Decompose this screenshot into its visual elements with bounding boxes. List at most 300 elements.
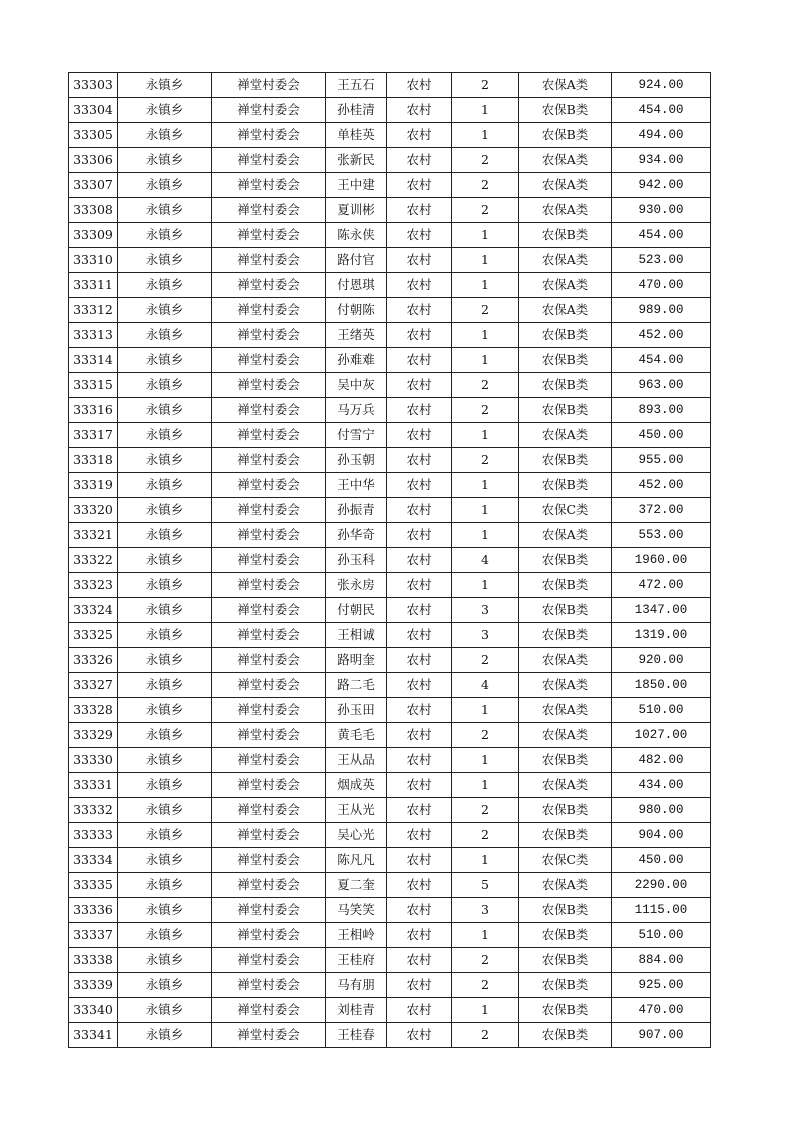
household-count-cell: 2 (452, 648, 519, 673)
name-cell: 王相诚 (326, 623, 387, 648)
village-cell: 禅堂村委会 (212, 148, 326, 173)
amount-cell: 434.00 (612, 773, 711, 798)
row-id-cell: 33337 (69, 923, 118, 948)
household-count-cell: 2 (452, 723, 519, 748)
table-body (69, 73, 711, 1048)
village-cell: 禅堂村委会 (212, 698, 326, 723)
household-count-cell: 2 (452, 73, 519, 98)
household-count-cell: 1 (452, 248, 519, 273)
category-cell: 农保A类 (519, 773, 612, 798)
row-id-cell: 33304 (69, 98, 118, 123)
area-cell: 农村 (387, 198, 452, 223)
household-count-cell: 1 (452, 498, 519, 523)
name-cell: 马有朋 (326, 973, 387, 998)
household-count-cell: 3 (452, 598, 519, 623)
row-id-cell: 33327 (69, 673, 118, 698)
village-cell: 禅堂村委会 (212, 423, 326, 448)
village-cell: 禅堂村委会 (212, 298, 326, 323)
table-row (69, 223, 711, 248)
name-cell: 孙玉田 (326, 698, 387, 723)
table-row (69, 498, 711, 523)
name-cell: 付朝民 (326, 598, 387, 623)
table-row (69, 523, 711, 548)
household-count-cell: 2 (452, 1023, 519, 1048)
row-id-cell: 33305 (69, 123, 118, 148)
township-cell: 永镇乡 (118, 548, 212, 573)
household-count-cell: 2 (452, 948, 519, 973)
category-cell: 农保C类 (519, 498, 612, 523)
household-count-cell: 1 (452, 573, 519, 598)
township-cell: 永镇乡 (118, 923, 212, 948)
village-cell: 禅堂村委会 (212, 948, 326, 973)
village-cell: 禅堂村委会 (212, 998, 326, 1023)
name-cell: 马万兵 (326, 398, 387, 423)
village-cell: 禅堂村委会 (212, 523, 326, 548)
amount-cell: 470.00 (612, 998, 711, 1023)
name-cell: 王中华 (326, 473, 387, 498)
name-cell: 路二毛 (326, 673, 387, 698)
row-id-cell: 33312 (69, 298, 118, 323)
amount-cell: 904.00 (612, 823, 711, 848)
table-row (69, 148, 711, 173)
amount-cell: 2290.00 (612, 873, 711, 898)
category-cell: 农保B类 (519, 998, 612, 1023)
area-cell: 农村 (387, 723, 452, 748)
row-id-cell: 33325 (69, 623, 118, 648)
village-cell: 禅堂村委会 (212, 323, 326, 348)
table-row (69, 373, 711, 398)
village-cell: 禅堂村委会 (212, 173, 326, 198)
table-row (69, 873, 711, 898)
area-cell: 农村 (387, 348, 452, 373)
township-cell: 永镇乡 (118, 523, 212, 548)
name-cell: 马笑笑 (326, 898, 387, 923)
row-id-cell: 33334 (69, 848, 118, 873)
village-cell: 禅堂村委会 (212, 723, 326, 748)
table-row (69, 698, 711, 723)
category-cell: 农保B类 (519, 348, 612, 373)
category-cell: 农保B类 (519, 98, 612, 123)
amount-cell: 920.00 (612, 648, 711, 673)
table-row (69, 748, 711, 773)
amount-cell: 963.00 (612, 373, 711, 398)
category-cell: 农保A类 (519, 198, 612, 223)
name-cell: 孙玉科 (326, 548, 387, 573)
township-cell: 永镇乡 (118, 998, 212, 1023)
township-cell: 永镇乡 (118, 823, 212, 848)
name-cell: 付恩琪 (326, 273, 387, 298)
village-cell: 禅堂村委会 (212, 748, 326, 773)
amount-cell: 454.00 (612, 223, 711, 248)
name-cell: 付雪宁 (326, 423, 387, 448)
township-cell: 永镇乡 (118, 373, 212, 398)
village-cell: 禅堂村委会 (212, 73, 326, 98)
household-count-cell: 2 (452, 298, 519, 323)
category-cell: 农保A类 (519, 273, 612, 298)
name-cell: 王绪英 (326, 323, 387, 348)
name-cell: 路付官 (326, 248, 387, 273)
category-cell: 农保B类 (519, 623, 612, 648)
household-count-cell: 2 (452, 398, 519, 423)
name-cell: 孙桂清 (326, 98, 387, 123)
table-row (69, 273, 711, 298)
area-cell: 农村 (387, 798, 452, 823)
name-cell: 王从品 (326, 748, 387, 773)
amount-cell: 934.00 (612, 148, 711, 173)
amount-cell: 494.00 (612, 123, 711, 148)
name-cell: 付朝陈 (326, 298, 387, 323)
category-cell: 农保A类 (519, 173, 612, 198)
amount-cell: 1115.00 (612, 898, 711, 923)
area-cell: 农村 (387, 373, 452, 398)
township-cell: 永镇乡 (118, 148, 212, 173)
township-cell: 永镇乡 (118, 498, 212, 523)
township-cell: 永镇乡 (118, 898, 212, 923)
name-cell: 吴中灰 (326, 373, 387, 398)
category-cell: 农保B类 (519, 398, 612, 423)
category-cell: 农保A类 (519, 73, 612, 98)
table-row (69, 73, 711, 98)
township-cell: 永镇乡 (118, 323, 212, 348)
amount-cell: 452.00 (612, 323, 711, 348)
row-id-cell: 33330 (69, 748, 118, 773)
name-cell: 张新民 (326, 148, 387, 173)
category-cell: 农保B类 (519, 323, 612, 348)
name-cell: 陈永侠 (326, 223, 387, 248)
table-row (69, 623, 711, 648)
area-cell: 农村 (387, 573, 452, 598)
row-id-cell: 33340 (69, 998, 118, 1023)
household-count-cell: 1 (452, 848, 519, 873)
name-cell: 吴心光 (326, 823, 387, 848)
area-cell: 农村 (387, 473, 452, 498)
table-row (69, 998, 711, 1023)
village-cell: 禅堂村委会 (212, 598, 326, 623)
name-cell: 王中建 (326, 173, 387, 198)
household-count-cell: 2 (452, 823, 519, 848)
village-cell: 禅堂村委会 (212, 898, 326, 923)
township-cell: 永镇乡 (118, 423, 212, 448)
area-cell: 农村 (387, 123, 452, 148)
township-cell: 永镇乡 (118, 198, 212, 223)
row-id-cell: 33319 (69, 473, 118, 498)
category-cell: 农保B类 (519, 448, 612, 473)
row-id-cell: 33320 (69, 498, 118, 523)
category-cell: 农保A类 (519, 673, 612, 698)
table-row (69, 648, 711, 673)
village-cell: 禅堂村委会 (212, 573, 326, 598)
village-cell: 禅堂村委会 (212, 773, 326, 798)
row-id-cell: 33328 (69, 698, 118, 723)
amount-cell: 1850.00 (612, 673, 711, 698)
amount-cell: 472.00 (612, 573, 711, 598)
name-cell: 夏训彬 (326, 198, 387, 223)
amount-cell: 1347.00 (612, 598, 711, 623)
row-id-cell: 33310 (69, 248, 118, 273)
township-cell: 永镇乡 (118, 248, 212, 273)
village-cell: 禅堂村委会 (212, 198, 326, 223)
township-cell: 永镇乡 (118, 773, 212, 798)
category-cell: 农保C类 (519, 848, 612, 873)
row-id-cell: 33324 (69, 598, 118, 623)
township-cell: 永镇乡 (118, 448, 212, 473)
amount-cell: 980.00 (612, 798, 711, 823)
name-cell: 孙华奇 (326, 523, 387, 548)
area-cell: 农村 (387, 448, 452, 473)
village-cell: 禅堂村委会 (212, 673, 326, 698)
category-cell: 农保A类 (519, 523, 612, 548)
township-cell: 永镇乡 (118, 598, 212, 623)
area-cell: 农村 (387, 548, 452, 573)
household-count-cell: 1 (452, 748, 519, 773)
area-cell: 农村 (387, 398, 452, 423)
household-count-cell: 2 (452, 198, 519, 223)
village-cell: 禅堂村委会 (212, 873, 326, 898)
name-cell: 单桂英 (326, 123, 387, 148)
area-cell: 农村 (387, 223, 452, 248)
area-cell: 农村 (387, 1023, 452, 1048)
category-cell: 农保A类 (519, 698, 612, 723)
amount-cell: 553.00 (612, 523, 711, 548)
name-cell: 孙振青 (326, 498, 387, 523)
table-row (69, 448, 711, 473)
household-count-cell: 1 (452, 998, 519, 1023)
table-row (69, 598, 711, 623)
village-cell: 禅堂村委会 (212, 273, 326, 298)
amount-cell: 1027.00 (612, 723, 711, 748)
village-cell: 禅堂村委会 (212, 848, 326, 873)
area-cell: 农村 (387, 748, 452, 773)
township-cell: 永镇乡 (118, 123, 212, 148)
amount-cell: 450.00 (612, 848, 711, 873)
table-row (69, 573, 711, 598)
area-cell: 农村 (387, 248, 452, 273)
row-id-cell: 33316 (69, 398, 118, 423)
household-count-cell: 1 (452, 698, 519, 723)
amount-cell: 925.00 (612, 973, 711, 998)
amount-cell: 955.00 (612, 448, 711, 473)
row-id-cell: 33336 (69, 898, 118, 923)
township-cell: 永镇乡 (118, 723, 212, 748)
row-id-cell: 33331 (69, 773, 118, 798)
area-cell: 农村 (387, 823, 452, 848)
table-row (69, 1023, 711, 1048)
household-count-cell: 1 (452, 773, 519, 798)
row-id-cell: 33322 (69, 548, 118, 573)
category-cell: 农保B类 (519, 1023, 612, 1048)
category-cell: 农保B类 (519, 948, 612, 973)
amount-cell: 893.00 (612, 398, 711, 423)
area-cell: 农村 (387, 173, 452, 198)
table-row (69, 848, 711, 873)
area-cell: 农村 (387, 298, 452, 323)
township-cell: 永镇乡 (118, 648, 212, 673)
table-row (69, 248, 711, 273)
amount-cell: 907.00 (612, 1023, 711, 1048)
row-id-cell: 33321 (69, 523, 118, 548)
household-count-cell: 1 (452, 98, 519, 123)
name-cell: 张永房 (326, 573, 387, 598)
category-cell: 农保B类 (519, 223, 612, 248)
name-cell: 夏二奎 (326, 873, 387, 898)
area-cell: 农村 (387, 498, 452, 523)
amount-cell: 1960.00 (612, 548, 711, 573)
name-cell: 孙难难 (326, 348, 387, 373)
name-cell: 王从光 (326, 798, 387, 823)
table-row (69, 973, 711, 998)
table-row (69, 923, 711, 948)
township-cell: 永镇乡 (118, 623, 212, 648)
area-cell: 农村 (387, 848, 452, 873)
category-cell: 农保B类 (519, 973, 612, 998)
household-count-cell: 3 (452, 898, 519, 923)
amount-cell: 523.00 (612, 248, 711, 273)
category-cell: 农保B类 (519, 473, 612, 498)
household-count-cell: 1 (452, 473, 519, 498)
township-cell: 永镇乡 (118, 398, 212, 423)
name-cell: 王桂府 (326, 948, 387, 973)
amount-cell: 452.00 (612, 473, 711, 498)
household-count-cell: 4 (452, 673, 519, 698)
village-cell: 禅堂村委会 (212, 248, 326, 273)
table-row (69, 898, 711, 923)
table-row (69, 473, 711, 498)
row-id-cell: 33315 (69, 373, 118, 398)
row-id-cell: 33309 (69, 223, 118, 248)
area-cell: 农村 (387, 698, 452, 723)
table-row (69, 398, 711, 423)
category-cell: 农保B类 (519, 373, 612, 398)
amount-cell: 454.00 (612, 348, 711, 373)
category-cell: 农保A类 (519, 873, 612, 898)
amount-cell: 924.00 (612, 73, 711, 98)
area-cell: 农村 (387, 648, 452, 673)
township-cell: 永镇乡 (118, 98, 212, 123)
township-cell: 永镇乡 (118, 473, 212, 498)
village-cell: 禅堂村委会 (212, 398, 326, 423)
row-id-cell: 33306 (69, 148, 118, 173)
table-row (69, 548, 711, 573)
village-cell: 禅堂村委会 (212, 498, 326, 523)
row-id-cell: 33329 (69, 723, 118, 748)
township-cell: 永镇乡 (118, 298, 212, 323)
category-cell: 农保A类 (519, 148, 612, 173)
amount-cell: 1319.00 (612, 623, 711, 648)
area-cell: 农村 (387, 898, 452, 923)
row-id-cell: 33338 (69, 948, 118, 973)
name-cell: 孙玉朝 (326, 448, 387, 473)
row-id-cell: 33307 (69, 173, 118, 198)
village-cell: 禅堂村委会 (212, 648, 326, 673)
row-id-cell: 33339 (69, 973, 118, 998)
household-count-cell: 1 (452, 923, 519, 948)
household-count-cell: 1 (452, 423, 519, 448)
township-cell: 永镇乡 (118, 873, 212, 898)
amount-cell: 482.00 (612, 748, 711, 773)
amount-cell: 989.00 (612, 298, 711, 323)
table-row (69, 323, 711, 348)
category-cell: 农保B类 (519, 573, 612, 598)
township-cell: 永镇乡 (118, 698, 212, 723)
area-cell: 农村 (387, 873, 452, 898)
village-cell: 禅堂村委会 (212, 473, 326, 498)
category-cell: 农保A类 (519, 423, 612, 448)
amount-cell: 450.00 (612, 423, 711, 448)
township-cell: 永镇乡 (118, 1023, 212, 1048)
household-count-cell: 2 (452, 373, 519, 398)
table-row (69, 423, 711, 448)
village-cell: 禅堂村委会 (212, 823, 326, 848)
name-cell: 黄毛毛 (326, 723, 387, 748)
category-cell: 农保B类 (519, 748, 612, 773)
name-cell: 陈凡凡 (326, 848, 387, 873)
row-id-cell: 33335 (69, 873, 118, 898)
area-cell: 农村 (387, 598, 452, 623)
row-id-cell: 33333 (69, 823, 118, 848)
row-id-cell: 33317 (69, 423, 118, 448)
area-cell: 农村 (387, 998, 452, 1023)
category-cell: 农保A类 (519, 248, 612, 273)
household-count-cell: 4 (452, 548, 519, 573)
area-cell: 农村 (387, 273, 452, 298)
row-id-cell: 33318 (69, 448, 118, 473)
household-count-cell: 2 (452, 173, 519, 198)
category-cell: 农保B类 (519, 123, 612, 148)
name-cell: 王五石 (326, 73, 387, 98)
table-row (69, 298, 711, 323)
amount-cell: 930.00 (612, 198, 711, 223)
category-cell: 农保B类 (519, 898, 612, 923)
village-cell: 禅堂村委会 (212, 223, 326, 248)
household-count-cell: 1 (452, 348, 519, 373)
row-id-cell: 33341 (69, 1023, 118, 1048)
amount-cell: 510.00 (612, 923, 711, 948)
township-cell: 永镇乡 (118, 798, 212, 823)
village-cell: 禅堂村委会 (212, 448, 326, 473)
village-cell: 禅堂村委会 (212, 548, 326, 573)
township-cell: 永镇乡 (118, 973, 212, 998)
village-cell: 禅堂村委会 (212, 348, 326, 373)
amount-cell: 454.00 (612, 98, 711, 123)
name-cell: 刘桂青 (326, 998, 387, 1023)
amount-cell: 372.00 (612, 498, 711, 523)
household-count-cell: 1 (452, 273, 519, 298)
table-row (69, 948, 711, 973)
township-cell: 永镇乡 (118, 673, 212, 698)
amount-cell: 510.00 (612, 698, 711, 723)
township-cell: 永镇乡 (118, 273, 212, 298)
row-id-cell: 33326 (69, 648, 118, 673)
name-cell: 路明奎 (326, 648, 387, 673)
township-cell: 永镇乡 (118, 848, 212, 873)
household-count-cell: 1 (452, 223, 519, 248)
area-cell: 农村 (387, 923, 452, 948)
amount-cell: 884.00 (612, 948, 711, 973)
household-count-cell: 2 (452, 973, 519, 998)
township-cell: 永镇乡 (118, 73, 212, 98)
row-id-cell: 33332 (69, 798, 118, 823)
household-count-cell: 3 (452, 623, 519, 648)
area-cell: 农村 (387, 623, 452, 648)
village-cell: 禅堂村委会 (212, 798, 326, 823)
household-count-cell: 2 (452, 798, 519, 823)
table-row (69, 173, 711, 198)
category-cell: 农保B类 (519, 823, 612, 848)
area-cell: 农村 (387, 98, 452, 123)
household-count-cell: 2 (452, 148, 519, 173)
table-row (69, 348, 711, 373)
category-cell: 农保A类 (519, 723, 612, 748)
